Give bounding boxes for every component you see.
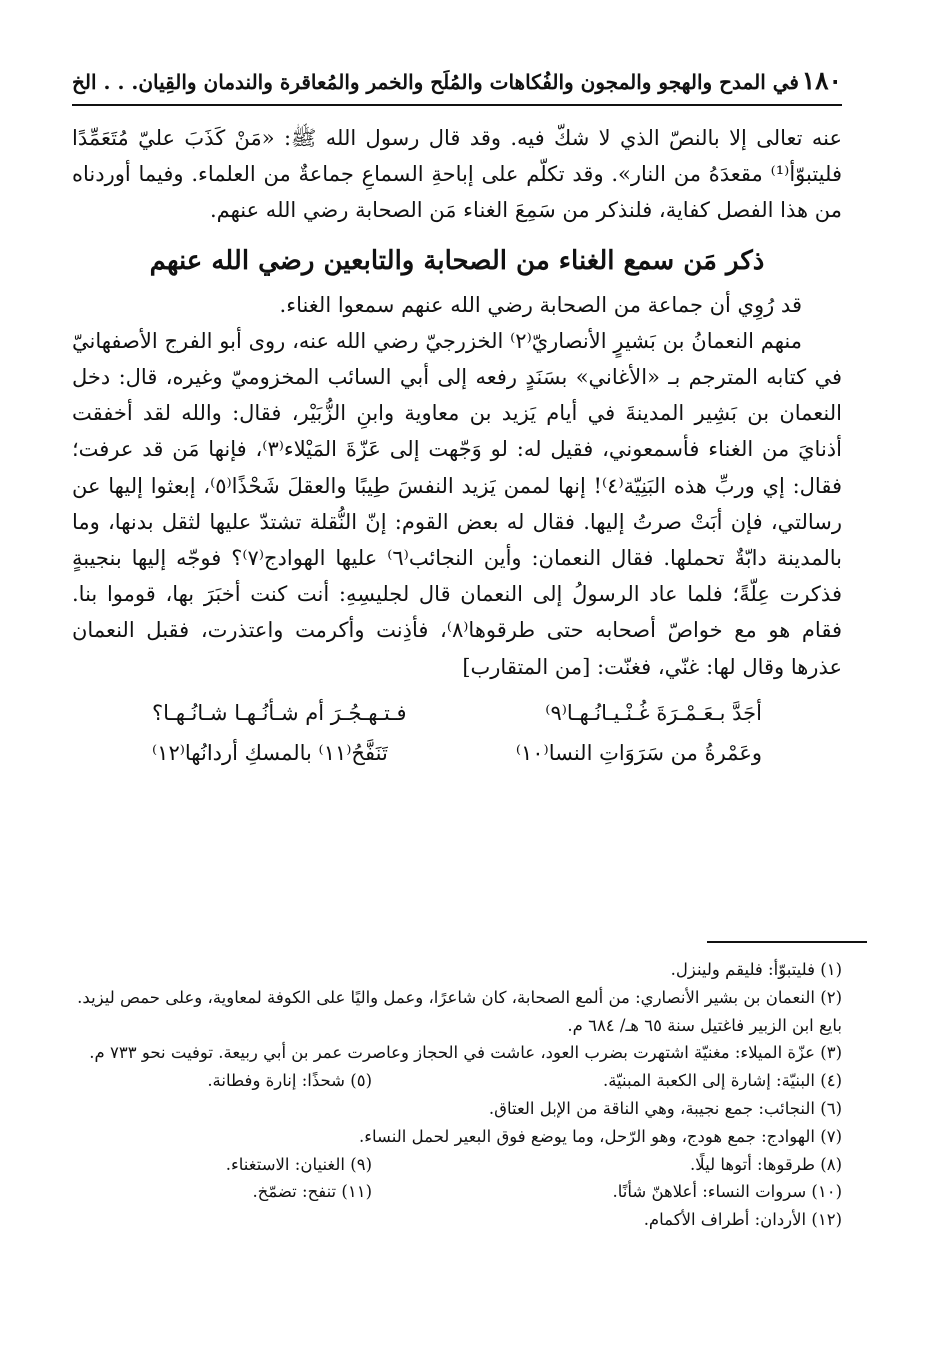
poem: [72, 693, 842, 773]
footnote-divider: [707, 941, 867, 943]
poem-hemistich: وعَمْرةُ من سَرَوَاتِ النسا⁽١٠⁾: [515, 740, 762, 765]
footnote: (٨) طرقوها: أتوها ليلًا.: [690, 1154, 842, 1174]
footnote: (٩) الغنيان: الاستغناء.: [225, 1154, 372, 1174]
page-number: ١٨٠: [801, 66, 842, 95]
page-header: [72, 64, 842, 106]
footnote: (٥) شحذًا: إنارة وفطانة.: [207, 1071, 372, 1091]
intro-paragraph: عنه تعالى إلا بالنصّ الذي لا شكّ فيه. وقد قال رسول الله ﷺ: «مَنْ كَذَبَ عليّ مُتَعَمِّدًا فليتبوّأ⁽¹⁾ مقعدَهُ من النار». وقد تكلّم على إباحةِ السماعِ جماعةٌ من العلماء. وفيما أوردناه من هذا الفصل كفاية، فلنذكر من سَمِعَ الغناء مَن الصحابة رضي الله عنهم.: [72, 126, 842, 223]
footnote: (١٢) الأردان: أطراف الأكمام.: [643, 1210, 842, 1230]
footnote: (١) فليتبوّأ: فليقم ولينزل.: [670, 960, 842, 979]
footnote-row: [72, 1067, 842, 1095]
footnote: (٣) عزّة الميلاء: مغنيّة اشتهرت بضرب العود، عاشت في الحجاز وعاصرت عمر بن أبي ربيعة. توفيت نحو ٧٣٣ م.: [89, 1043, 842, 1063]
footnote: (٢) النعمان بن بشير الأنصاري: من ألمع الصحابة، كان شاعرًا، وعمل واليًا على الكوفة لمعاوية، وعلى حمص ليزيد. بايع ابن الزبير فاغتيل سنة ٦٥ هـ/ ٦٨٤ م.: [77, 987, 842, 1035]
poem-line-2: [72, 733, 842, 773]
footnote-row: [72, 1151, 842, 1179]
poem-line-1: [72, 693, 842, 733]
poem-hemistich: تَنَفَّحُ⁽١١⁾ بالمسكِ أردانُها⁽١٢⁾: [152, 740, 388, 765]
footnote: (٤) البنيّة: إشارة إلى الكعبة المبنيّة.: [602, 1071, 842, 1091]
paragraph-1: قد رُوِي أن جماعة من الصحابة رضي الله عنهم سمعوا الغناء.: [279, 292, 802, 317]
footnote: (١٠) سروات النساء: أعلاهنّ شأنًا.: [612, 1182, 842, 1202]
section-heading: ذكر مَن سمع الغناء من الصحابة والتابعين رضي الله عنهم: [149, 245, 765, 276]
footnotes: [72, 956, 842, 1234]
footnote: (١١) تنفح: تضمّخ.: [252, 1182, 372, 1202]
poem-hemistich: فـتـهـجُـرَ أم شـأنُـهـا شـانُـهـا؟: [152, 700, 407, 725]
main-text: [72, 120, 842, 773]
paragraph-2: منهم النعمانُ بن بَشيرٍ الأنصاريّ⁽٢⁾ الخزرجيّ رضي الله عنه، روى أبو الفرج الأصفهانيّ في كتابه المترجم بـ «الأغاني» بسَنَدٍ رفعه إلى أبي السائب المخزوميّ وغيره، قال: دخل النعمان بن بَشِير المدينةَ في أيام يَزيد بن معاوية وابنِ الزُّبَيْر، فقال: والله لقد أخفقت أذنايَ من الغناء فأسمعوني، فقيل له: لو وَجّهت إلى عَزّةَ المَيْلاء⁽٣⁾، فإنها مَن قد عرفت؛ فقال: إي وربِّ هذه البَنِيّة⁽٤⁾! إنها لممن يَزيد النفسَ طِيبًا والعقلَ شَحْذًا⁽٥⁾، إبعثوا إليها عن رسالتي، فإن أبَتْ صرتُ إليها. فقال له بعض القوم: إنّ النُّقلة تشتدّ عليها لثقل بدنها، وما بالمدينة دابّةٌ تحملها. فقال النعمان: وأين النجائب⁽٦⁾ عليها الهوادج⁽٧⁾؟ فوجّه إليها بنجيبةٍ فذكرت عِلّةً؛ فلما عاد الرسولُ إلى النعمان قال لجليسِهِ: أنت كنت أخبَرَ بها، قوموا بنا. فقام هو مع خواصّ أصحابه حتى طرقوها⁽٨⁾، فأذِنت وأكرمت واعتذرت، فقبل النعمان عذرها وقال لها: غنّي، فغنّت: [من المتقارب]: [72, 328, 843, 679]
footnote: (٦) النجائب: جمع نجيبة، وهي الناقة من الإبل العتاق.: [488, 1098, 842, 1118]
poem-hemistich: أجَدَّ بـعَـمْـرَةَ غُـنْـيـانُـهـا⁽٩⁾: [545, 700, 762, 725]
footnote-row: [72, 1178, 842, 1206]
footnote: (٧) الهوادج: جمع هودج، وهو الرّحل، وما يوضع فوق البعير لحمل النساء.: [359, 1126, 842, 1146]
running-title: في المدح والهجو والمجون والفُكاهات والمُلَح والخمر والمُعاقرة والندمان والقِيان. . . الخ: [72, 70, 799, 94]
